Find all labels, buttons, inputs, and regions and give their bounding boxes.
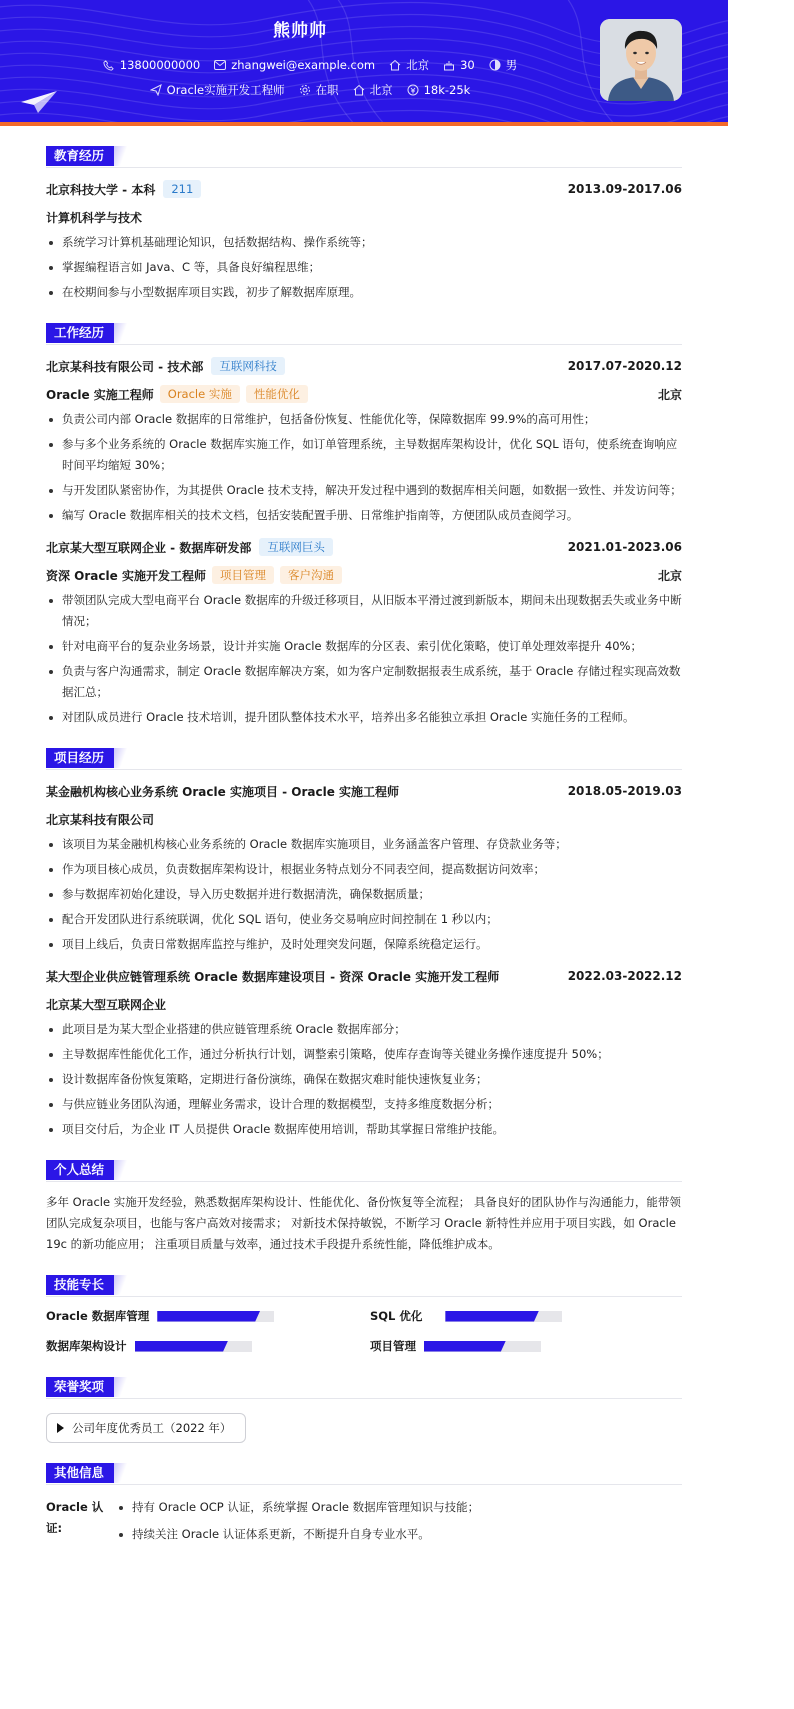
job-period: 2017.07-2020.12 <box>567 359 682 373</box>
education-period: 2013.09-2017.06 <box>567 182 682 196</box>
work-section <box>46 323 682 728</box>
list-item: 编写 Oracle 数据库相关的技术文档，包括安装配置手册、日常维护指南等，方便团队成员查阅学习。 <box>46 505 682 526</box>
role-tag: Oracle 实施 <box>160 385 240 403</box>
cake-icon <box>443 59 455 71</box>
list-item: 主导数据库性能优化工作，通过分析执行计划，调整索引策略，使库存查询等关键业务操作速度提升 50%； <box>46 1044 682 1065</box>
skill-item <box>46 1335 370 1357</box>
gender-text: 男 <box>505 58 518 72</box>
building-icon <box>353 84 365 96</box>
skill-item <box>46 1305 370 1327</box>
gear-icon <box>299 84 311 96</box>
home-icon <box>389 59 401 71</box>
skill-item <box>370 1305 682 1327</box>
awards-section <box>46 1377 682 1443</box>
list-item: 掌握编程语言如 Java、C 等，具备良好编程思维； <box>46 257 682 278</box>
salary-item <box>407 82 471 98</box>
money-icon <box>407 84 419 96</box>
list-item: 持有 Oracle OCP 认证，系统掌握 Oracle 数据库管理知识与技能； <box>116 1497 682 1518</box>
list-item: 针对电商平台的复杂业务场景，设计并实施 Oracle 数据库的分区表、索引优化策略，使订单处理效率提升 40%； <box>46 636 682 657</box>
project-entry <box>46 967 682 1140</box>
list-item: 带领团队完成大型电商平台 Oracle 数据库的升级迁移项目，从旧版本平滑过渡到新版本，期间未出现数据丢失或业务中断情况； <box>46 590 682 632</box>
salary-text: 18k-25k <box>423 83 471 97</box>
role-tag: 项目管理 <box>212 566 274 584</box>
list-item: 对团队成员进行 Oracle 技术培训，提升团队整体技术水平，培养出多名能独立承担 Oracle 实施任务的工程师。 <box>46 707 682 728</box>
job-period: 2021.01-2023.06 <box>567 540 682 554</box>
section-title: 项目经历 <box>46 748 114 768</box>
section-title: 技能专长 <box>46 1275 114 1295</box>
resume-header <box>0 0 728 126</box>
skills-section <box>46 1275 682 1357</box>
company-tag: 互联网科技 <box>211 357 285 375</box>
school-name: 北京科技大学 - 本科 <box>46 182 156 197</box>
education-section <box>46 146 682 303</box>
gender-item <box>489 57 518 73</box>
gender-icon <box>489 59 501 71</box>
section-title: 教育经历 <box>46 146 114 166</box>
list-item: 项目上线后，负责日常数据库监控与维护，及时处理突发问题，保障系统稳定运行。 <box>46 934 682 955</box>
section-title: 工作经历 <box>46 323 114 343</box>
summary-section <box>46 1160 682 1255</box>
city-item <box>353 82 393 98</box>
project-org: 北京某科技有限公司 <box>46 812 155 827</box>
project-name: 某金融机构核心业务系统 Oracle 实施项目 - Oracle 实施工程师 <box>46 784 400 799</box>
role-tag: 性能优化 <box>246 385 308 403</box>
list-item: 此项目是为某大型企业搭建的供应链管理系统 Oracle 数据库部分； <box>46 1019 682 1040</box>
skill-bar-fill <box>424 1341 506 1352</box>
skills-grid <box>46 1305 682 1357</box>
skill-name: Oracle 数据库管理 <box>46 1309 150 1323</box>
project-org: 北京某大型互联网企业 <box>46 997 167 1012</box>
skill-bar <box>424 1341 541 1352</box>
job-entry <box>46 538 682 728</box>
education-head <box>46 180 682 198</box>
skill-bar-fill <box>445 1311 539 1322</box>
major: 计算机科学与技术 <box>46 210 143 225</box>
company-name: 北京某大型互联网企业 - 数据库研发部 <box>46 540 252 555</box>
summary-text: 多年 Oracle 实施开发经验，熟悉数据库架构设计、性能优化、备份恢复等全流程； 具备良好的团队协作与沟通能力，能带领团队完成复杂项目，也能与客户高效对接需求； 对新技术保持敏锐，不断学习 Oracle 新特性并应用于项目实践，如 Oracle 19c 的新功能应用； 注重项目质量与效率，通过技术手段提升系统性能，降低维护成本。 <box>46 1195 681 1251</box>
job-entry <box>46 357 682 526</box>
section-title: 个人总结 <box>46 1160 114 1180</box>
list-item: 配合开发团队进行系统联调，优化 SQL 语句，使业务交易响应时间控制在 1 秒以内； <box>46 909 682 930</box>
skill-item <box>370 1335 682 1357</box>
resume-body <box>0 146 728 1551</box>
city-text: 北京 <box>369 83 393 97</box>
award-text: 公司年度优秀员工（2022 年） <box>72 1421 232 1435</box>
job-role: 资深 Oracle 实施开发工程师 <box>46 568 206 583</box>
phone-icon <box>103 59 115 71</box>
candidate-name: 熊帅帅 <box>273 21 327 41</box>
project-name: 某大型企业供应链管理系统 Oracle 数据库建设项目 - 资深 Oracle 实施开发工程师 <box>46 969 500 984</box>
send-icon <box>150 84 162 96</box>
age-item <box>443 57 475 73</box>
job-intent-row <box>0 82 620 98</box>
list-item: 系统学习计算机基础理论知识，包括数据结构、操作系统等； <box>46 232 682 253</box>
projects-section <box>46 748 682 1140</box>
paper-plane-icon <box>20 90 58 114</box>
contact-row <box>0 57 620 73</box>
skill-bar-fill <box>157 1311 260 1322</box>
status-text: 在职 <box>315 83 339 97</box>
list-item: 负责与客户沟通需求，制定 Oracle 数据库解决方案，如为客户定制数据报表生成系统，基于 Oracle 存储过程实现高效数据汇总； <box>46 661 682 703</box>
project-entry <box>46 782 682 955</box>
role-tag: 客户沟通 <box>280 566 342 584</box>
phone-text: 13800000000 <box>119 58 201 72</box>
age-text: 30 <box>460 58 475 72</box>
location-item <box>389 57 429 73</box>
list-item: 参与多个业务系统的 Oracle 数据库实施工作，如订单管理系统，主导数据库架构设计，优化 SQL 语句，使系统查询响应时间平均缩短 30%； <box>46 434 682 476</box>
play-icon <box>57 1423 64 1433</box>
list-item: 该项目为某金融机构核心业务系统的 Oracle 数据库实施项目，业务涵盖客户管理、存贷款业务等； <box>46 834 682 855</box>
skill-bar <box>135 1341 252 1352</box>
school-tag: 211 <box>163 180 201 198</box>
skill-name: 数据库架构设计 <box>46 1339 127 1353</box>
section-title: 荣誉奖项 <box>46 1377 114 1397</box>
location-text: 北京 <box>406 58 430 72</box>
list-item: 设计数据库备份恢复策略，定期进行备份演练，确保在数据灾难时能快速恢复业务； <box>46 1069 682 1090</box>
company-tag: 互联网巨头 <box>259 538 333 556</box>
position-text: Oracle实施开发工程师 <box>166 83 285 97</box>
skill-bar <box>445 1311 562 1322</box>
header-accent-bar <box>0 122 728 126</box>
email-text: zhangwei@example.com <box>231 58 376 72</box>
project-period: 2018.05-2019.03 <box>567 784 682 798</box>
list-item: 持续关注 Oracle 认证体系更新，不断提升自身专业水平。 <box>116 1524 682 1545</box>
project-period: 2022.03-2022.12 <box>567 969 682 983</box>
position-item <box>150 82 285 98</box>
job-role: Oracle 实施工程师 <box>46 387 154 402</box>
skill-bar <box>157 1311 274 1322</box>
section-title: 其他信息 <box>46 1463 114 1483</box>
skill-bar-fill <box>135 1341 229 1352</box>
list-item: 作为项目核心成员，负责数据库架构设计，根据业务特点划分不同表空间，提高数据访问效率； <box>46 859 682 880</box>
list-item: 负责公司内部 Oracle 数据库的日常维护，包括备份恢复、性能优化等，保障数据库 99.9%的高可用性； <box>46 409 682 430</box>
skill-name: SQL 优化 <box>370 1309 423 1323</box>
company-name: 北京某科技有限公司 - 技术部 <box>46 359 204 374</box>
status-item <box>299 82 339 98</box>
mail-icon <box>214 59 226 71</box>
list-item: 参与数据库初始化建设，导入历史数据并进行数据清洗，确保数据质量； <box>46 884 682 905</box>
list-item: 与开发团队紧密协作，为其提供 Oracle 技术支持，解决开发过程中遇到的数据库相关问题，如数据一致性、并发访问等； <box>46 480 682 501</box>
job-location: 北京 <box>657 387 682 402</box>
job-location: 北京 <box>657 568 682 583</box>
other-label: Oracle 认证: <box>46 1500 104 1535</box>
avatar <box>600 19 682 101</box>
list-item: 与供应链业务团队沟通，理解业务需求，设计合理的数据模型，支持多维度数据分析； <box>46 1094 682 1115</box>
email-item <box>214 57 375 73</box>
education-bullets <box>46 232 682 303</box>
award-item[interactable] <box>46 1413 246 1443</box>
phone-item <box>103 57 200 73</box>
other-section <box>46 1463 682 1551</box>
list-item: 项目交付后，为企业 IT 人员提供 Oracle 数据库使用培训，帮助其掌握日常维护技能。 <box>46 1119 682 1140</box>
list-item: 在校期间参与小型数据库项目实践，初步了解数据库原理。 <box>46 282 682 303</box>
skill-name: 项目管理 <box>370 1339 416 1353</box>
